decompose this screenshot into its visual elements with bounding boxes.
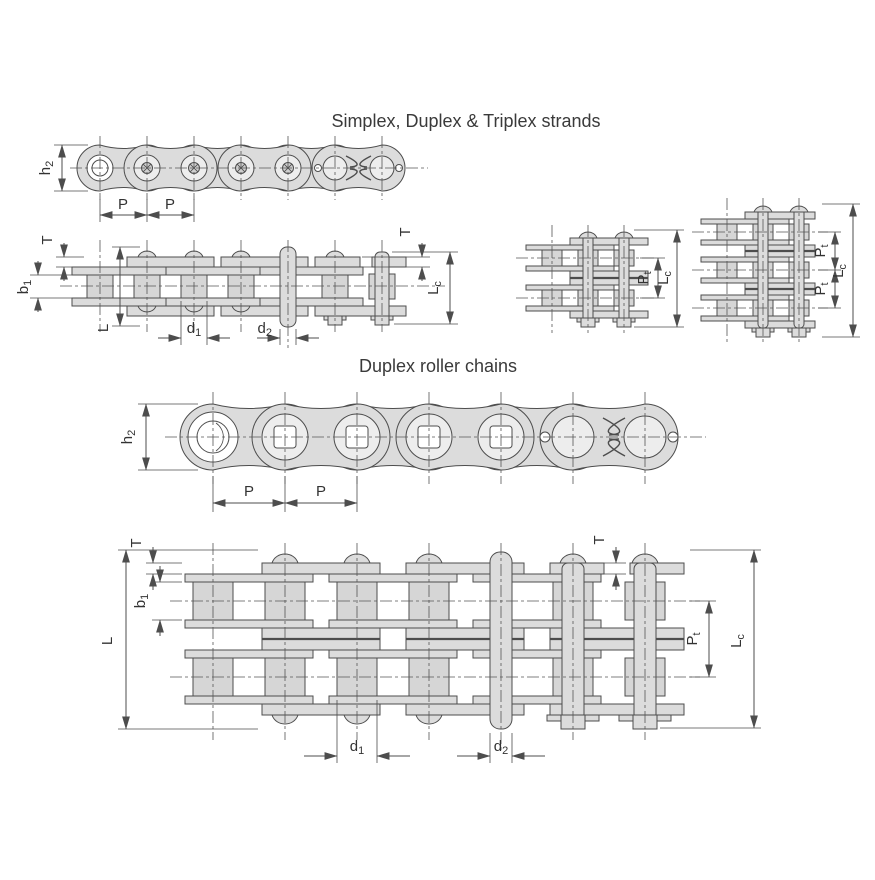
dim-label-l: L [99, 636, 116, 646]
simplex-chain-plan-view [15, 227, 458, 348]
dim-label-p: P [243, 483, 255, 500]
dim-label-p: P [315, 483, 327, 500]
inner-plates [72, 267, 363, 306]
dim-label-pt: $P_t$ [812, 244, 831, 258]
simplex-chain-side-view [37, 136, 428, 222]
dimension-lc [822, 204, 860, 337]
duplex-chain-plan-view-small [516, 225, 684, 333]
dim-label-pt: $P_t$ [684, 632, 703, 646]
dim-label-t: T [128, 538, 145, 548]
dim-label-b1: $b_1$ [15, 279, 34, 295]
dimension-pitch [100, 196, 194, 222]
inner-plates [185, 574, 601, 704]
dim-label-b1: $b_1$ [132, 593, 151, 609]
outer-plates [262, 563, 684, 715]
dimension-pt [684, 601, 716, 677]
dim-label-l: L [95, 323, 112, 333]
dim-label-pt: $P_t$ [635, 271, 654, 285]
duplex-chain-side-view [119, 392, 706, 512]
dimension-t-right [362, 227, 430, 281]
section-title-duplex: Duplex roller chains [358, 356, 518, 376]
dim-label-p: P [117, 196, 129, 213]
dim-label-h2: $h_2$ [119, 429, 138, 445]
dim-label-lc: $L_c$ [830, 264, 849, 278]
dim-label-lc: $L_c$ [425, 281, 444, 295]
centerlines [70, 136, 428, 200]
dim-label-d2: $d_2$ [257, 320, 272, 339]
dim-label-d1: $d_1$ [349, 738, 365, 757]
dim-label-d1: $d_1$ [186, 320, 202, 339]
dim-label-lc: $L_c$ [728, 634, 747, 648]
dim-label-lc: $L_c$ [655, 271, 674, 285]
dim-label-p: P [164, 196, 176, 213]
dimension-b1 [15, 261, 72, 312]
dim-label-t: T [39, 235, 56, 245]
dim-label-d2: $d_2$ [493, 738, 509, 757]
dimension-d2 [457, 733, 545, 763]
outer-plates [127, 257, 406, 316]
section-title-strands: Simplex, Duplex & Triplex strands [331, 111, 601, 131]
duplex-chain-plan-view-large [99, 535, 761, 763]
triplex-chain-plan-view-small [692, 198, 860, 345]
dim-label-t: T [591, 535, 608, 545]
dim-label-t: T [397, 227, 414, 237]
dim-label-h2: $h_2$ [37, 160, 56, 176]
dimension-pitch [213, 476, 357, 512]
dim-label-pt: $P_t$ [812, 282, 831, 296]
connecting-pin [490, 552, 512, 729]
